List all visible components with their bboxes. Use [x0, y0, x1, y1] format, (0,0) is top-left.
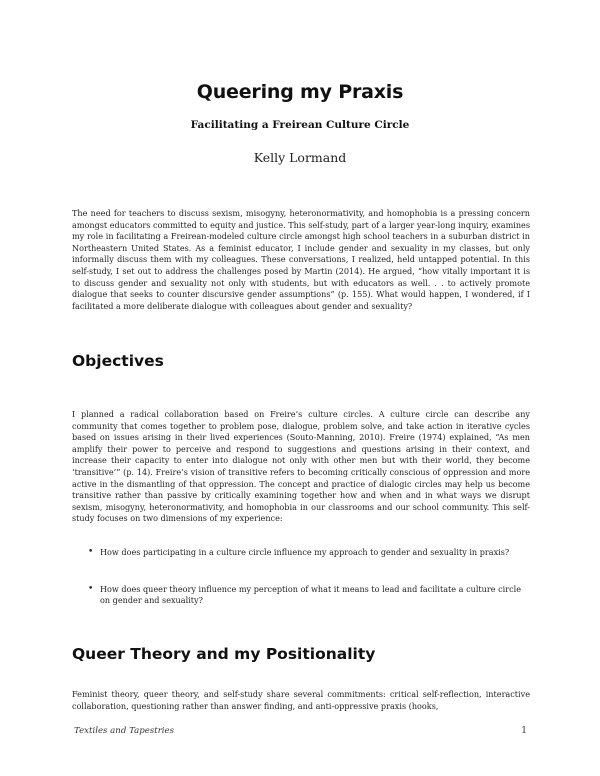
list-item: • How does queer theory influence my perception of what it means to lead and facilitate a culture circle on gender and sexuality? — [88, 584, 528, 607]
objectives-paragraph: I planned a radical collaboration based on Freire’s culture circles. A culture circle can describe any community that comes together to problem pose, dialogue, problem solve, and take action in iterative cycles based on issues arising in their lived experiences (Souto-Manning, 2010). Freire (1974) explained, “As men amplify their power to perceive and respond to suggestions and questions arising in their context, and increase their capacity to enter into dialogue not only with other men but with their world, they become ‘transitive’” (p. 14). Freire’s vision of transitive refers to becoming critically conscious of oppression and more active in the dismantling of that oppression. The concept and practice of dialogic circles may help us become transitive rather than passive by critically examining together how and when and in what ways we disrupt sexism, misogyny, heteronormativity, and homophobia in our classrooms and our school community. This self-study focuses on two dimensions of my experience: — [72, 409, 530, 524]
queer-theory-heading: Queer Theory and my Positionality — [72, 645, 376, 663]
page-title: Queering my Praxis — [196, 80, 404, 103]
queer-theory-paragraph: Feminist theory, queer theory, and self-study share several commitments: critical self-reflection, interactive collaboration, questioning rather than answer finding, and anti-oppressive praxis (hooks, — [72, 689, 530, 711]
footer-page-number: 1 — [521, 726, 527, 736]
footer-journal-name: Textiles and Tapestries — [74, 726, 175, 736]
abstract-paragraph: The need for teachers to discuss sexism, misogyny, heteronormativity, and homophobia is a pressing concern amongst educators committed to equity and justice. This self-study, part of a larger year-long inquiry, examines my role in facilitating a Freirean-modeled culture circle amongst high school teachers in a suburban district in Northeastern United States. As a feminist educator, I include gender and sexuality in my classes, but only informally discuss them with my colleagues. These conversations, I realized, held untapped potential. In this self-study, I set out to address the challenges posed by Martin (2014). He argued, “how vitally important it is to discuss gender and sexuality not only with students, but with educators as well. . . to actively promote dialogue that seeks to counter discursive gender assumptions” (p. 155). What would happen, I wondered, if I facilitated a more deliberate dialogue with colleagues about gender and sexuality? — [72, 208, 530, 311]
objectives-heading: Objectives — [72, 352, 164, 370]
research-questions-list — [88, 547, 528, 607]
page-subtitle: Facilitating a Freirean Culture Circle — [190, 119, 410, 131]
author-name: Kelly Lormand — [253, 150, 347, 165]
list-item: • How does participating in a culture circle influence my approach to gender and sexuality in praxis? — [88, 547, 528, 559]
